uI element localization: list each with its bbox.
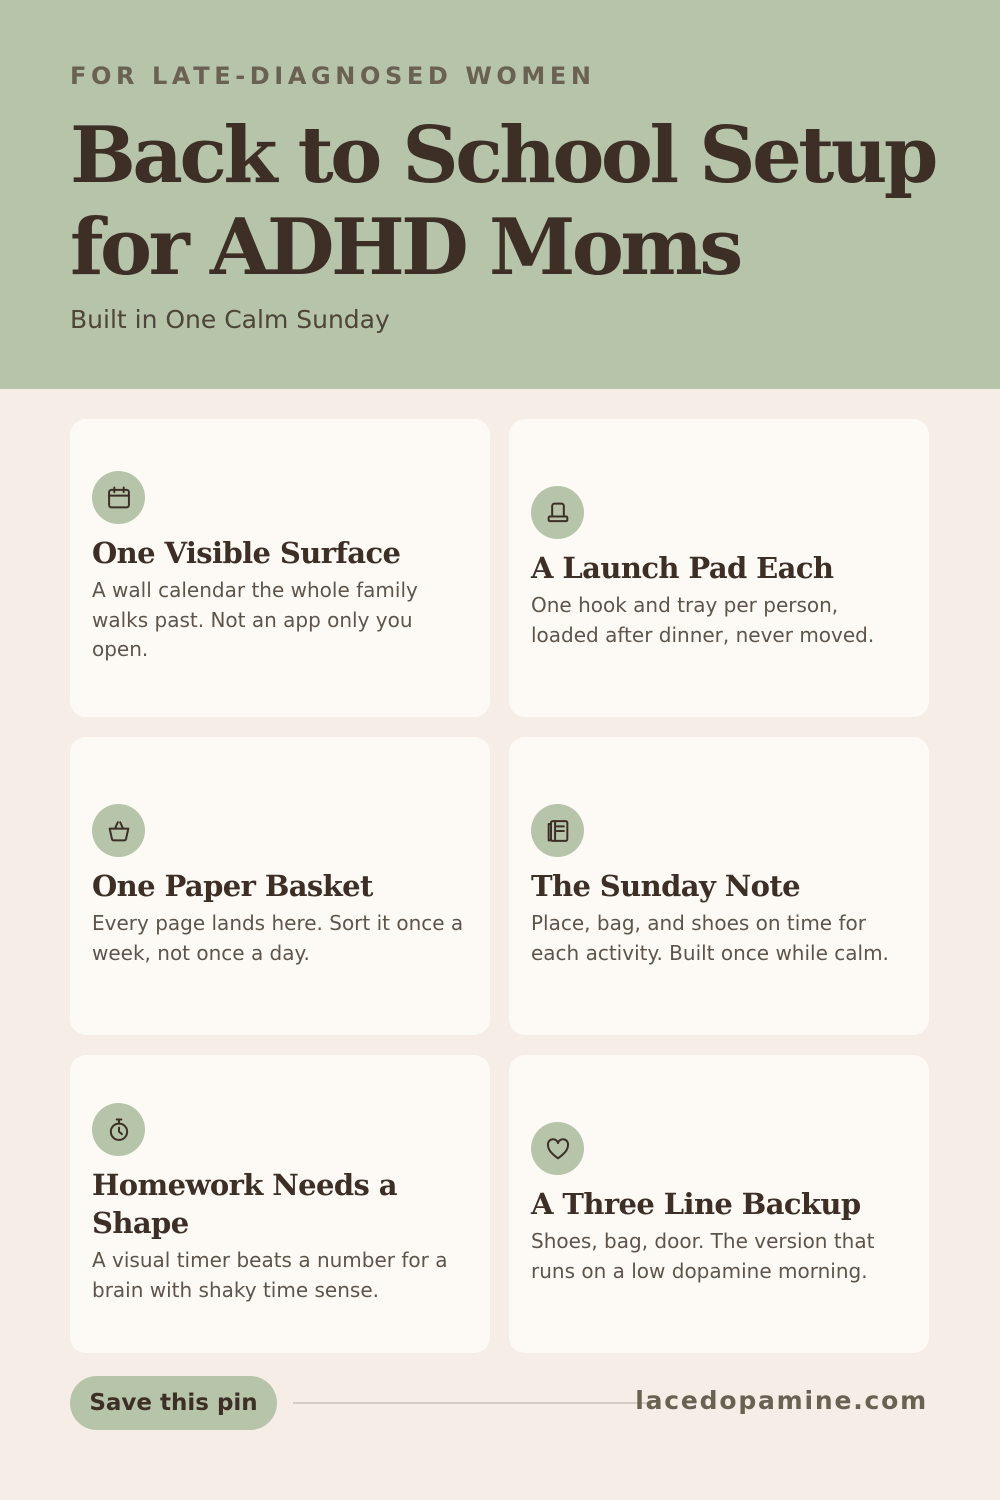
card-body: A wall calendar the whole family walks past. Not an app only you open. <box>92 578 418 662</box>
card-homework-shape <box>70 1055 490 1353</box>
card-body: Every page lands here. Sort it once a week, not once a day. <box>92 911 464 965</box>
basket-icon <box>92 804 145 857</box>
card-title: One Paper Basket <box>92 869 373 903</box>
footer-divider <box>293 1402 648 1404</box>
card-body: A visual timer beats a number for a brain with shaky time sense. <box>92 1248 448 1302</box>
title-line-1: Back to School Setup <box>70 110 935 201</box>
card-title: The Sunday Note <box>531 869 801 903</box>
card-one-visible-surface <box>70 419 490 717</box>
card-body: Shoes, bag, door. The version that runs on a low dopamine morning. <box>531 1229 875 1283</box>
page-subtitle: Built in One Calm Sunday <box>70 305 390 334</box>
note-icon <box>531 804 584 857</box>
card-title: A Launch Pad Each <box>531 551 834 585</box>
website-link[interactable]: lacedopamine.com <box>635 1386 928 1415</box>
header-banner <box>0 0 1000 389</box>
card-title: One Visible Surface <box>92 536 401 571</box>
card-launch-pad <box>509 419 929 717</box>
card-body: One hook and tray per person, loaded after dinner, never moved. <box>531 593 875 647</box>
page-title <box>70 110 970 294</box>
save-pin-button[interactable]: Save this pin <box>70 1376 277 1430</box>
card-sunday-note <box>509 737 929 1035</box>
title-line-2: for ADHD Moms <box>70 202 740 293</box>
card-title: A Three Line Backup <box>531 1187 861 1221</box>
card-paper-basket <box>70 737 490 1035</box>
calendar-icon <box>92 471 145 524</box>
heart-icon <box>531 1122 584 1175</box>
card-title: Homework Needs a Shape <box>92 1168 397 1240</box>
card-three-line-backup <box>509 1055 929 1353</box>
timer-icon <box>92 1103 145 1156</box>
eyebrow-text: FOR LATE-DIAGNOSED WOMEN <box>70 62 596 90</box>
launch-pad-icon <box>531 486 584 539</box>
card-body: Place, bag, and shoes on time for each activity. Built once while calm. <box>531 911 889 965</box>
